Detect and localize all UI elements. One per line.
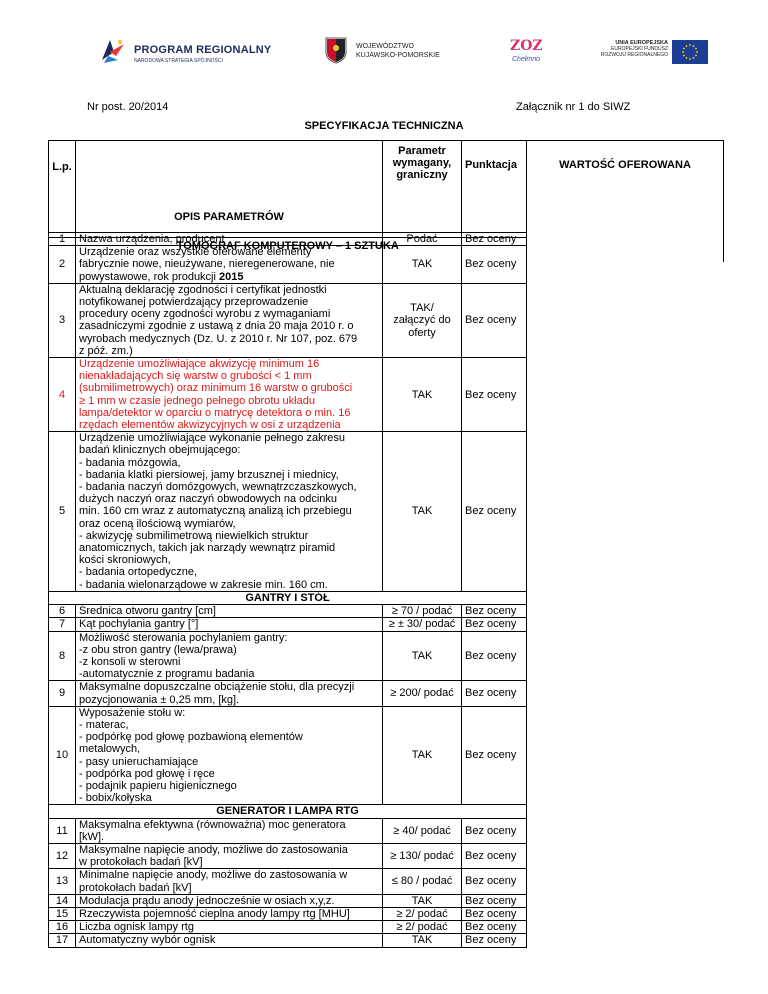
description-line: w protokołach badań [kV] bbox=[79, 856, 203, 869]
table-row bbox=[49, 869, 527, 894]
row-required bbox=[383, 818, 462, 843]
row-required bbox=[383, 233, 462, 246]
description-line: - podpórka pod głowę i ręce bbox=[79, 767, 215, 780]
row-description bbox=[76, 921, 383, 934]
description-line: Aktualną deklarację zgodności i certyfikat jednostki bbox=[79, 283, 327, 296]
description-line: dużych naczyń oraz naczyń obwodowych na odcinku bbox=[79, 493, 338, 506]
description-line: Wyposażenie stołu w: bbox=[79, 706, 186, 719]
description-line: (submilimetrowych) oraz minimum 16 warstw o grubości bbox=[79, 382, 353, 395]
row-score: Bez oceny bbox=[462, 869, 527, 894]
row-required bbox=[383, 605, 462, 618]
row-score: Bez oceny bbox=[462, 681, 527, 706]
row-required bbox=[383, 869, 462, 894]
description-line: Modulacja prądu anody jednocześnie w osiach x,y,z. bbox=[79, 894, 335, 907]
description-line: Średnica otworu gantry [cm] bbox=[79, 605, 216, 618]
row-number: 4 bbox=[49, 358, 76, 432]
voivodeship-line2: KUJAWSKO-POMORSKIE bbox=[356, 52, 440, 59]
section-row bbox=[49, 591, 527, 604]
row-score: Bez oceny bbox=[462, 432, 527, 592]
description-line: - badania ortopedyczne, bbox=[79, 566, 198, 579]
description-line: min. 160 cm wraz z automatyczną analizą ich przebiegu bbox=[79, 505, 352, 518]
row-description bbox=[76, 605, 383, 618]
row-required bbox=[383, 631, 462, 681]
row-score: Bez oceny bbox=[462, 358, 527, 432]
required-value: TAK bbox=[411, 505, 433, 518]
table-row bbox=[49, 618, 527, 631]
logo-bar bbox=[0, 36, 768, 76]
required-value: oferty bbox=[408, 326, 436, 339]
row-number: 5 bbox=[49, 432, 76, 592]
col-required: Parametr wymagany, graniczny bbox=[383, 141, 462, 238]
row-score: Bez oceny bbox=[462, 921, 527, 934]
hospital-name: Chełmno bbox=[512, 56, 541, 63]
column-header-row bbox=[49, 141, 724, 238]
row-description bbox=[76, 907, 383, 920]
row-score: Bez oceny bbox=[462, 843, 527, 868]
row-description bbox=[76, 283, 383, 357]
row-number: 13 bbox=[49, 869, 76, 894]
row-description bbox=[76, 432, 383, 592]
description-line: -z obu stron gantry (lewa/prawa) bbox=[79, 643, 237, 656]
table-row bbox=[49, 432, 527, 592]
row-number: 17 bbox=[49, 934, 76, 947]
required-value: TAK bbox=[411, 934, 433, 947]
star-logo-icon bbox=[98, 38, 128, 64]
description-line: pozycjonowania ± 0,25 mm, [kg]. bbox=[79, 693, 240, 706]
required-value: ≤ 80 / podać bbox=[391, 875, 453, 888]
production-year: 2015 bbox=[219, 270, 244, 283]
description-line: - badania mózgowia, bbox=[79, 456, 181, 469]
row-required bbox=[383, 706, 462, 805]
table-row bbox=[49, 233, 527, 246]
table-row bbox=[49, 605, 527, 618]
row-description bbox=[76, 681, 383, 706]
col-offered: WARTOŚĆ OFEROWANA bbox=[527, 141, 724, 238]
table-row bbox=[49, 283, 527, 357]
table-row bbox=[49, 681, 527, 706]
row-number: 2 bbox=[49, 246, 76, 284]
description-line: - podajnik papieru higienicznego bbox=[79, 779, 237, 792]
table-row bbox=[49, 818, 527, 843]
required-value: TAK bbox=[411, 258, 433, 271]
row-required bbox=[383, 432, 462, 592]
row-number: 12 bbox=[49, 843, 76, 868]
row-description bbox=[76, 894, 383, 907]
eu-line3: ROZWOJU REGIONALNEGO bbox=[600, 52, 668, 58]
row-number: 10 bbox=[49, 706, 76, 805]
description-line: fabrycznie nowe, nieużywane, nieregenerowane, nie bbox=[79, 258, 335, 271]
row-score: Bez oceny bbox=[462, 246, 527, 284]
voivodeship-line1: WOJEWÓDZTWO bbox=[356, 43, 414, 50]
col-score: Punktacja bbox=[462, 141, 527, 238]
eu-flag-icon bbox=[672, 40, 708, 64]
eu-line2: EUROPEJSKI FUNDUSZ bbox=[611, 46, 668, 52]
row-score: Bez oceny bbox=[462, 233, 527, 246]
description-line: powystawowe, rok produkcji bbox=[79, 270, 220, 283]
section-main: TOMOGRAF KOMPUTEROWY – 1 SZTUKA bbox=[49, 238, 527, 263]
document-title: SPECYFIKACJA TECHNICZNA bbox=[304, 120, 464, 132]
description-line: anatomicznych, takich jak narządy wewnątrz piramid bbox=[79, 542, 336, 555]
row-required bbox=[383, 934, 462, 947]
description-line: Kąt pochylania gantry [°] bbox=[79, 618, 199, 631]
section-row bbox=[49, 805, 527, 818]
description-line: protokołach badań [kV] bbox=[79, 881, 192, 894]
table-row bbox=[49, 843, 527, 868]
description-line: kości skroniowych, bbox=[79, 554, 171, 567]
crest-icon bbox=[324, 36, 348, 64]
required-value: ≥ 2/ podać bbox=[396, 921, 448, 934]
description-line: zasadniczymi zgodnie z ustawą z dnia 20 maja 2010 r. o bbox=[79, 320, 354, 333]
required-value: ≥ 130/ podać bbox=[390, 850, 454, 863]
required-value: ≥ ± 30/ podać bbox=[388, 618, 456, 631]
row-description bbox=[76, 706, 383, 805]
row-description bbox=[76, 618, 383, 631]
description-line: Urządzenie umożliwiające wykonanie pełnego zakresu bbox=[79, 432, 345, 445]
description-line: lampa/detektor w oparciu o matrycę detektora o min. 16 bbox=[79, 406, 351, 419]
description-line: wyrobach medycznych (Dz. U. z 2010 r. Nr 107, poz. 679 bbox=[79, 332, 358, 345]
required-value: ≥ 2/ podać bbox=[396, 907, 448, 920]
description-line: - badania klatki piersiowej, jamy brzusznej i miednicy, bbox=[79, 468, 339, 481]
row-score: Bez oceny bbox=[462, 618, 527, 631]
required-value: TAK/ bbox=[410, 302, 434, 315]
row-required bbox=[383, 618, 462, 631]
description-line: oraz oceną ilościową wymiarów, bbox=[79, 517, 236, 530]
required-value: Podać bbox=[406, 233, 438, 245]
description-line: - badania naczyń domózgowych, wewnątrzczaszkowych, bbox=[79, 481, 357, 494]
row-description bbox=[76, 631, 383, 681]
description-line: Liczba ognisk lampy rtg bbox=[79, 921, 194, 934]
description-line: Minimalne napięcie anody, możliwe do zastosowania w bbox=[79, 869, 348, 882]
description-line: Automatyczny wybór ognisk bbox=[79, 934, 216, 947]
row-description bbox=[76, 818, 383, 843]
section-generator: GENERATOR I LAMPA RTG bbox=[49, 805, 527, 818]
row-required bbox=[383, 894, 462, 907]
required-value: załączyć do bbox=[393, 314, 451, 327]
row-number: 1 bbox=[49, 233, 76, 246]
program-title: PROGRAM REGIONALNY bbox=[134, 44, 272, 56]
description-line: - akwizycję submilimetrową niewielkich struktur bbox=[79, 529, 309, 542]
section-gantry: GANTRY I STÓŁ bbox=[49, 591, 527, 604]
description-line: ≥ 1 mm w czasie jednego pełnego obrotu układu bbox=[79, 394, 315, 407]
required-value: ≥ 70 / podać bbox=[391, 605, 453, 618]
col-description: OPIS PARAMETRÓW bbox=[76, 141, 383, 238]
description-line: rzędach elementów akwizycyjnych w osi z urządzenia bbox=[79, 419, 341, 432]
eu-text bbox=[588, 40, 668, 58]
description-line: Maksymalne napięcie anody, możliwe do zastosowania bbox=[79, 843, 348, 856]
reference-number: Nr post. 20/2014 bbox=[87, 101, 169, 113]
row-description bbox=[76, 843, 383, 868]
description-line: Rzeczywista pojemność cieplna anody lampy rtg [MHU] bbox=[79, 907, 350, 920]
attachment-label: Załącznik nr 1 do SIWZ bbox=[516, 101, 631, 113]
table-row bbox=[49, 894, 527, 907]
table-row bbox=[49, 706, 527, 805]
table-row bbox=[49, 921, 527, 934]
description-line: Maksymalna efektywna (równoważna) moc generatora bbox=[79, 818, 346, 831]
hospital-logo bbox=[510, 38, 550, 70]
row-required bbox=[383, 843, 462, 868]
description-line: procedury oceny zgodności wyrobu z wymaganiami bbox=[79, 308, 331, 321]
row-required bbox=[383, 681, 462, 706]
row-description bbox=[76, 358, 383, 432]
parameters-table bbox=[48, 232, 527, 948]
description-line: notyfikowanej potwierdzający przeprowadzenie bbox=[79, 296, 309, 309]
required-value: TAK bbox=[411, 649, 433, 662]
description-line: Nazwa urządzenia, producent bbox=[79, 233, 225, 245]
description-line: Możliwość sterowania pochylaniem gantry: bbox=[79, 631, 288, 644]
row-number: 16 bbox=[49, 921, 76, 934]
required-value: ≥ 200/ podać bbox=[390, 687, 454, 700]
program-subtitle: NARODOWA STRATEGIA SPÓJNOŚCI bbox=[134, 58, 223, 64]
description-line: z póź. zm.) bbox=[79, 344, 133, 357]
required-value: TAK bbox=[411, 388, 433, 401]
table-row bbox=[49, 246, 527, 284]
description-line: Maksymalne dopuszczalne obciążenie stołu, dla precyzji bbox=[79, 681, 355, 694]
row-required bbox=[383, 283, 462, 357]
row-score: Bez oceny bbox=[462, 894, 527, 907]
row-description bbox=[76, 246, 383, 284]
description-line: -z konsoli w sterowni bbox=[79, 655, 181, 668]
voivodeship-name bbox=[356, 42, 440, 60]
description-line: badań klinicznych obejmującego: bbox=[79, 444, 241, 457]
row-number: 6 bbox=[49, 605, 76, 618]
row-score: Bez oceny bbox=[462, 907, 527, 920]
required-value: ≥ 40/ podać bbox=[393, 824, 451, 837]
description-line: - podpórkę pod głowę pozbawioną elementów bbox=[79, 731, 303, 744]
row-number: 7 bbox=[49, 618, 76, 631]
table-row bbox=[49, 907, 527, 920]
required-value: TAK bbox=[411, 749, 433, 762]
table-row bbox=[49, 934, 527, 947]
row-number: 8 bbox=[49, 631, 76, 681]
description-line: Urządzenie oraz wszystkie oferowane elementy bbox=[79, 246, 312, 259]
eu-line1: UNIA EUROPEJSKA bbox=[615, 40, 668, 46]
description-line: nienakładających się warstw o grubości < 1 mm bbox=[79, 370, 312, 383]
row-description bbox=[76, 934, 383, 947]
table-row bbox=[49, 631, 527, 681]
row-required bbox=[383, 358, 462, 432]
row-number: 11 bbox=[49, 818, 76, 843]
row-score: Bez oceny bbox=[462, 818, 527, 843]
row-required bbox=[383, 246, 462, 284]
description-line: -automatycznie z programu badania bbox=[79, 668, 255, 681]
row-score: Bez oceny bbox=[462, 706, 527, 805]
row-description bbox=[76, 869, 383, 894]
description-line: [kW]. bbox=[79, 830, 105, 843]
row-score: Bez oceny bbox=[462, 631, 527, 681]
col-lp: L.p. bbox=[49, 141, 76, 238]
row-score: Bez oceny bbox=[462, 283, 527, 357]
row-number: 14 bbox=[49, 894, 76, 907]
required-value: TAK bbox=[411, 894, 433, 907]
row-number: 3 bbox=[49, 283, 76, 357]
description-line: - badania wielonarządowe w zakresie min. 160 cm. bbox=[79, 578, 328, 591]
row-number: 9 bbox=[49, 681, 76, 706]
row-number: 15 bbox=[49, 907, 76, 920]
row-score: Bez oceny bbox=[462, 934, 527, 947]
description-line: Urządzenie umożliwiające akwizycję minimum 16 bbox=[79, 358, 320, 371]
row-description bbox=[76, 233, 383, 246]
hospital-mark: ZOZ bbox=[510, 38, 543, 54]
table-row bbox=[49, 358, 527, 432]
row-score: Bez oceny bbox=[462, 605, 527, 618]
row-required bbox=[383, 907, 462, 920]
description-line: - materac, bbox=[79, 718, 129, 731]
description-line: - bobix/kołyska bbox=[79, 792, 152, 805]
description-line: metalowych, bbox=[79, 743, 141, 756]
row-required bbox=[383, 921, 462, 934]
description-line: - pasy unieruchamiające bbox=[79, 755, 199, 768]
